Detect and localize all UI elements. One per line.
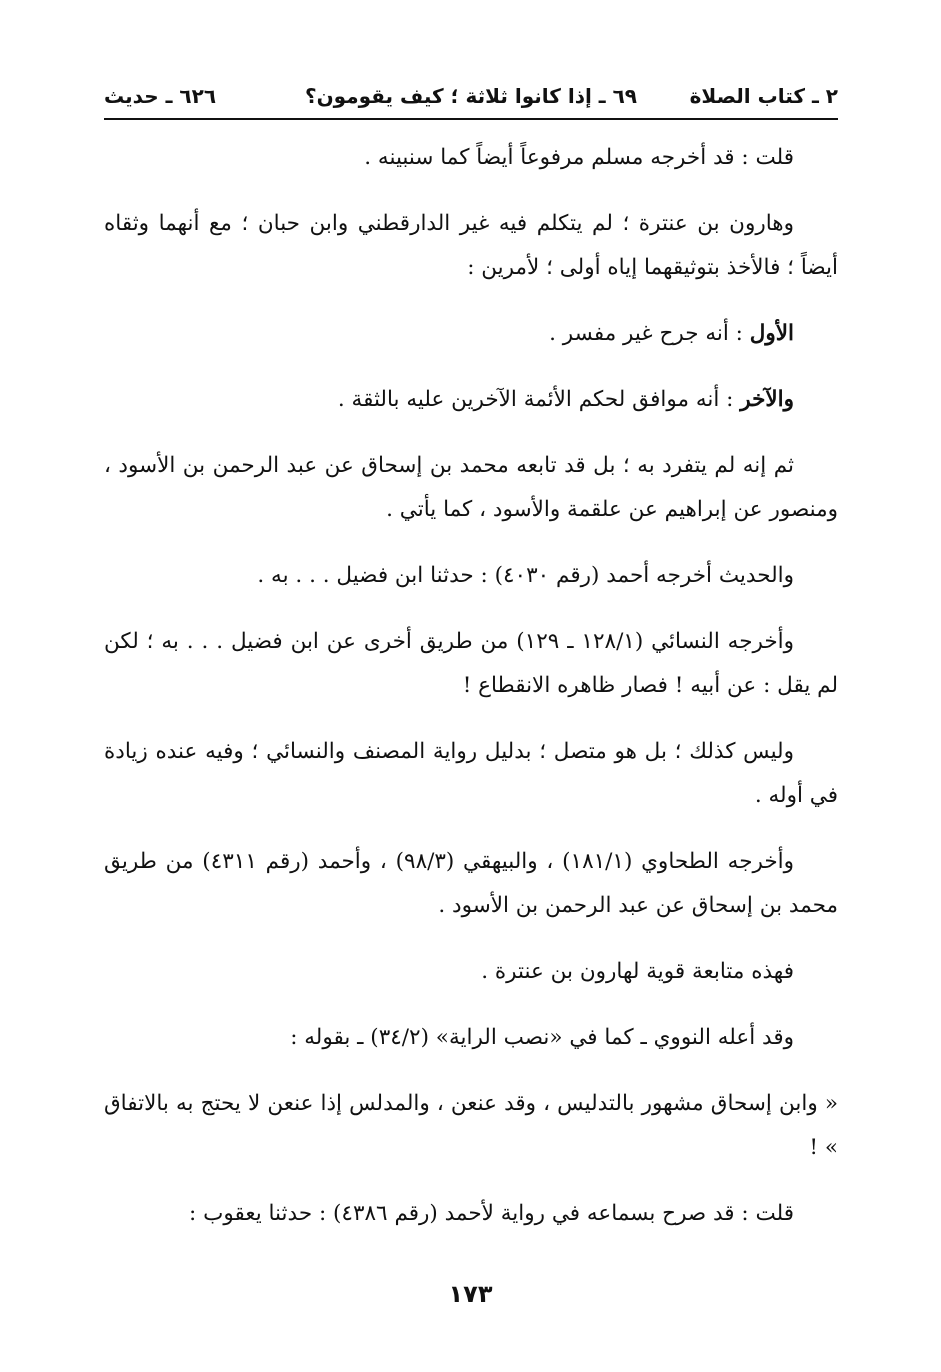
paragraph-text: وليس كذلك ؛ بل هو متصل ؛ بدليل رواية المصنف والنسائي ؛ وفيه عنده زيادة في أوله . [104, 739, 838, 808]
paragraph-6 [104, 554, 838, 598]
page-number: ١٧٣ [448, 1280, 493, 1308]
paragraph-text: وأخرجه الطحاوي (١٨١/١) ، والبيهقي (٩٨/٣) ، وأحمد (رقم ٤٣١١) من طريق محمد بن إسحاق عن عبد الرحمن بن الأسود . [104, 849, 838, 918]
paragraph-text: قلت : قد صرح بسماعه في رواية لأحمد (رقم ٤٣٨٦) : حدثنا يعقوب : [189, 1201, 794, 1226]
paragraph-3 [104, 312, 838, 356]
paragraph-7 [104, 620, 838, 708]
paragraph-4 [104, 378, 838, 422]
paragraph-text: ثم إنه لم يتفرد به ؛ بل قد تابعه محمد بن إسحاق عن عبد الرحمن بن الأسود ، ومنصور عن إبراهيم عن علقمة والأسود ، كما يأتي . [104, 453, 838, 522]
paragraph-5 [104, 444, 838, 532]
paragraph-lead: الأول [749, 321, 794, 346]
paragraph-11 [104, 1016, 838, 1060]
paragraph-1 [104, 136, 838, 180]
paragraph-text: وقد أعله النووي ـ كما في «نصب الراية» (٣٤/٢) ـ بقوله : [290, 1025, 794, 1050]
header-chapter: ٢ ـ كتاب الصلاة [689, 84, 838, 108]
paragraph-text: فهذه متابعة قوية لهارون بن عنترة . [481, 959, 794, 984]
header-section: ٦٩ ـ إذا كانوا ثلاثة ؛ كيف يقومون؟ [305, 84, 637, 108]
paragraph-12 [104, 1082, 838, 1170]
paragraph-9 [104, 840, 838, 928]
paragraph-text: : أنه جرح غير مفسر . [549, 321, 750, 346]
paragraph-text: وأخرجه النسائي (١٢٨/١ ـ ١٢٩) من طريق أخرى عن ابن فضيل . . . به ؛ لكن لم يقل : عن أبيه ! فصار ظاهره الانقطاع ! [104, 629, 838, 698]
main-text [104, 136, 838, 1258]
paragraph-text: قلت : قد أخرجه مسلم مرفوعاً أيضاً كما سنبينه . [364, 145, 794, 170]
paragraph-text: والحديث أخرجه أحمد (رقم ٤٠٣٠) : حدثنا ابن فضيل . . . به . [257, 563, 794, 588]
paragraph-8 [104, 730, 838, 818]
paragraph-2 [104, 202, 838, 290]
running-header [104, 78, 838, 120]
paragraph-lead: والآخر [740, 387, 794, 412]
paragraph-text: « وابن إسحاق مشهور بالتدليس ، وقد عنعن ، والمدلس إذا عنعن لا يحتج به بالاتفاق » ! [104, 1091, 838, 1160]
header-hadith-number: ٦٢٦ ـ حديث [104, 84, 217, 108]
paragraph-text: : أنه موافق لحكم الأئمة الآخرين عليه بالثقة . [337, 387, 741, 412]
paragraph-13 [104, 1192, 838, 1236]
paragraph-text: وهارون بن عنترة ؛ لم يتكلم فيه غير الدارقطني وابن حبان ؛ مع أنهما وثقاه أيضاً ؛ فالأخذ بتوثيقهما إياه أولى ؛ لأمرين : [104, 211, 838, 280]
paragraph-10 [104, 950, 838, 994]
